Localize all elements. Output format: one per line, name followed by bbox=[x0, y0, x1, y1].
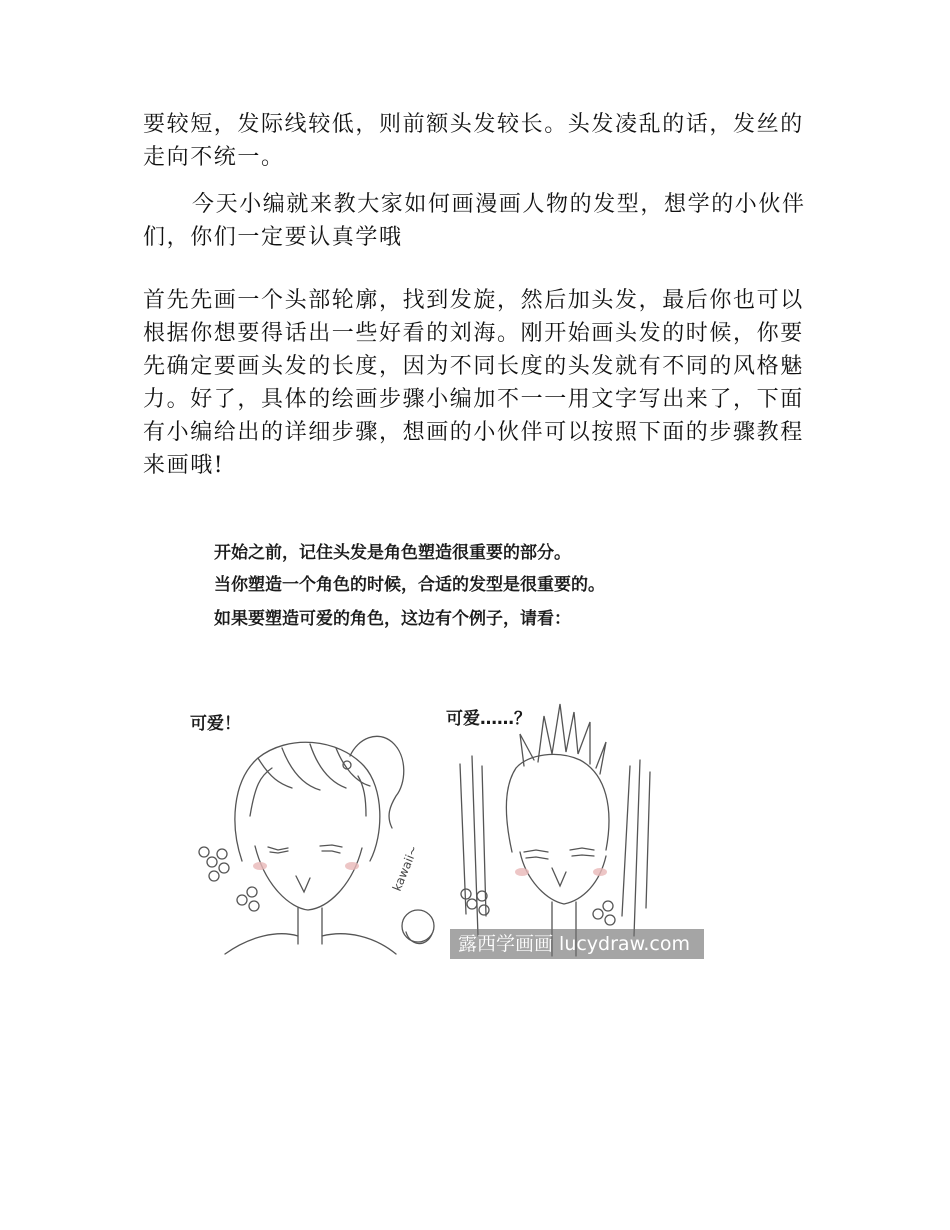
label-cute-question: 可爱……？ bbox=[446, 709, 531, 729]
boy-character-sketch bbox=[460, 704, 650, 956]
character-sketches bbox=[160, 516, 660, 966]
kawaii-doodle-text: kawaii~ bbox=[389, 843, 421, 894]
figure-caption-1: 开始之前，记住头发是角色塑造很重要的部分。 bbox=[214, 543, 571, 563]
figure-caption-3: 如果要塑造可爱的角色，这边有个例子，请看： bbox=[214, 609, 571, 629]
paragraph-steps: 首先先画一个头部轮廓，找到发旋，然后加头发，最后你也可以根据你想要得话出一些好看的刘海。刚开始画头发的时候，你要先确定要画头发的长度，因为不同长度的头发就有不同的风格魅力。好了，具体的绘画步骤小编加不一一用文字写出来了，下面有小编给出的详细步骤，想画的小伙伴可以按照下面的步骤教程来画哦! bbox=[143, 288, 804, 478]
paragraph-hairline: 要较短，发际线较低，则前额头发较长。头发凌乱的话，发丝的走向不统一。 bbox=[143, 112, 804, 170]
figure-caption-2: 当你塑造一个角色的时候，合适的发型是很重要的。 bbox=[214, 575, 605, 595]
paragraph-intro: 今天小编就来教大家如何画漫画人物的发型，想学的小伙伴们，你们一定要认真学哦 bbox=[143, 192, 806, 250]
hairstyle-illustration bbox=[160, 516, 690, 966]
label-cute: 可爱！ bbox=[190, 714, 241, 734]
watermark: 露西学画画 lucydraw.com bbox=[450, 929, 704, 959]
girl-character-sketch bbox=[225, 736, 404, 954]
